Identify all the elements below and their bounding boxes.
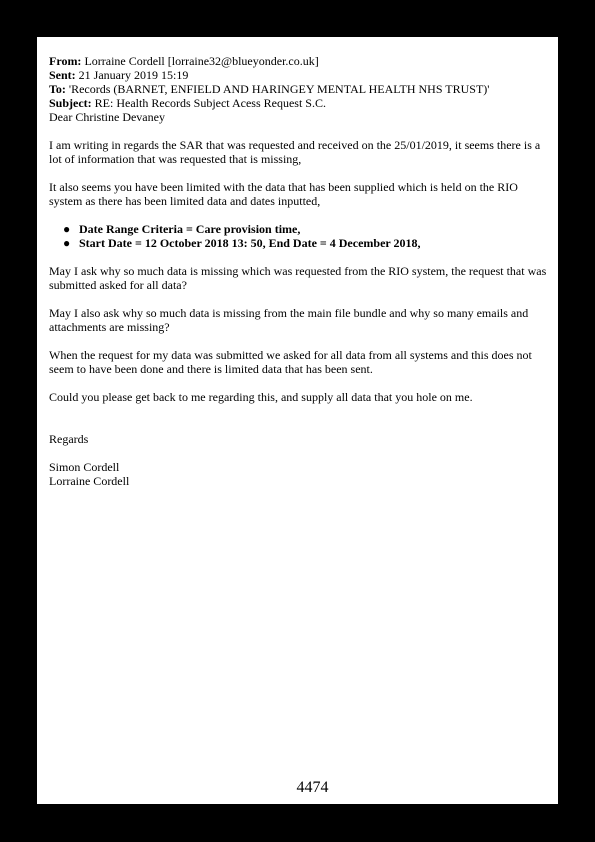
subject-line bbox=[49, 96, 549, 110]
closing: Regards bbox=[49, 432, 89, 446]
to-line bbox=[49, 82, 549, 96]
from-line bbox=[49, 54, 549, 68]
bullet-icon: ● bbox=[63, 236, 71, 250]
paragraph: When the request for my data was submitted we asked for all data from all systems and this does not seem to have been done and there is limited data that has been sent. bbox=[49, 348, 532, 376]
salutation: Dear Christine Devaney bbox=[49, 110, 165, 124]
bullet-icon: ● bbox=[63, 222, 71, 236]
paragraph: I am writing in regards the SAR that was requested and received on the 25/01/2019, it seems there is a lot of information that was requested that is missing, bbox=[49, 138, 541, 166]
paragraph: May I also ask why so much data is missing from the main file bundle and why so many emails and attachments are missing? bbox=[49, 306, 529, 334]
subject-label: Subject: bbox=[49, 96, 92, 110]
email-body bbox=[49, 54, 549, 488]
criteria-item bbox=[63, 222, 549, 236]
criteria-item bbox=[63, 236, 549, 250]
sent-value: 21 January 2019 15:19 bbox=[78, 68, 189, 82]
spacer bbox=[49, 418, 549, 432]
signature-line: Lorraine Cordell bbox=[49, 474, 130, 488]
to-value: 'Records (BARNET, ENFIELD AND HARINGEY MENTAL HEALTH NHS TRUST)' bbox=[68, 82, 490, 96]
paragraph: Could you please get back to me regarding this, and supply all data that you hole on me. bbox=[49, 390, 473, 404]
document-page bbox=[37, 37, 558, 804]
subject-value: RE: Health Records Subject Acess Request S.C. bbox=[94, 96, 326, 110]
email-header bbox=[49, 54, 549, 110]
from-label: From: bbox=[49, 54, 82, 68]
from-value: Lorraine Cordell [lorraine32@blueyonder.co.uk] bbox=[84, 54, 319, 68]
signature-line: Simon Cordell bbox=[49, 460, 120, 474]
to-label: To: bbox=[49, 82, 66, 96]
criteria-list bbox=[49, 222, 549, 250]
paragraph: May I ask why so much data is missing which was requested from the RIO system, the request that was submitted asked for all data? bbox=[49, 264, 547, 292]
criteria-text: Start Date = 12 October 2018 13: 50, End Date = 4 December 2018, bbox=[79, 236, 421, 250]
page-number: 4474 bbox=[296, 779, 329, 796]
sent-label: Sent: bbox=[49, 68, 76, 82]
paragraph: It also seems you have been limited with the data that has been supplied which is held on the RIO system as there has been limited data and dates inputted, bbox=[49, 180, 518, 208]
criteria-text: Date Range Criteria = Care provision time, bbox=[79, 222, 301, 236]
sent-line bbox=[49, 68, 549, 82]
